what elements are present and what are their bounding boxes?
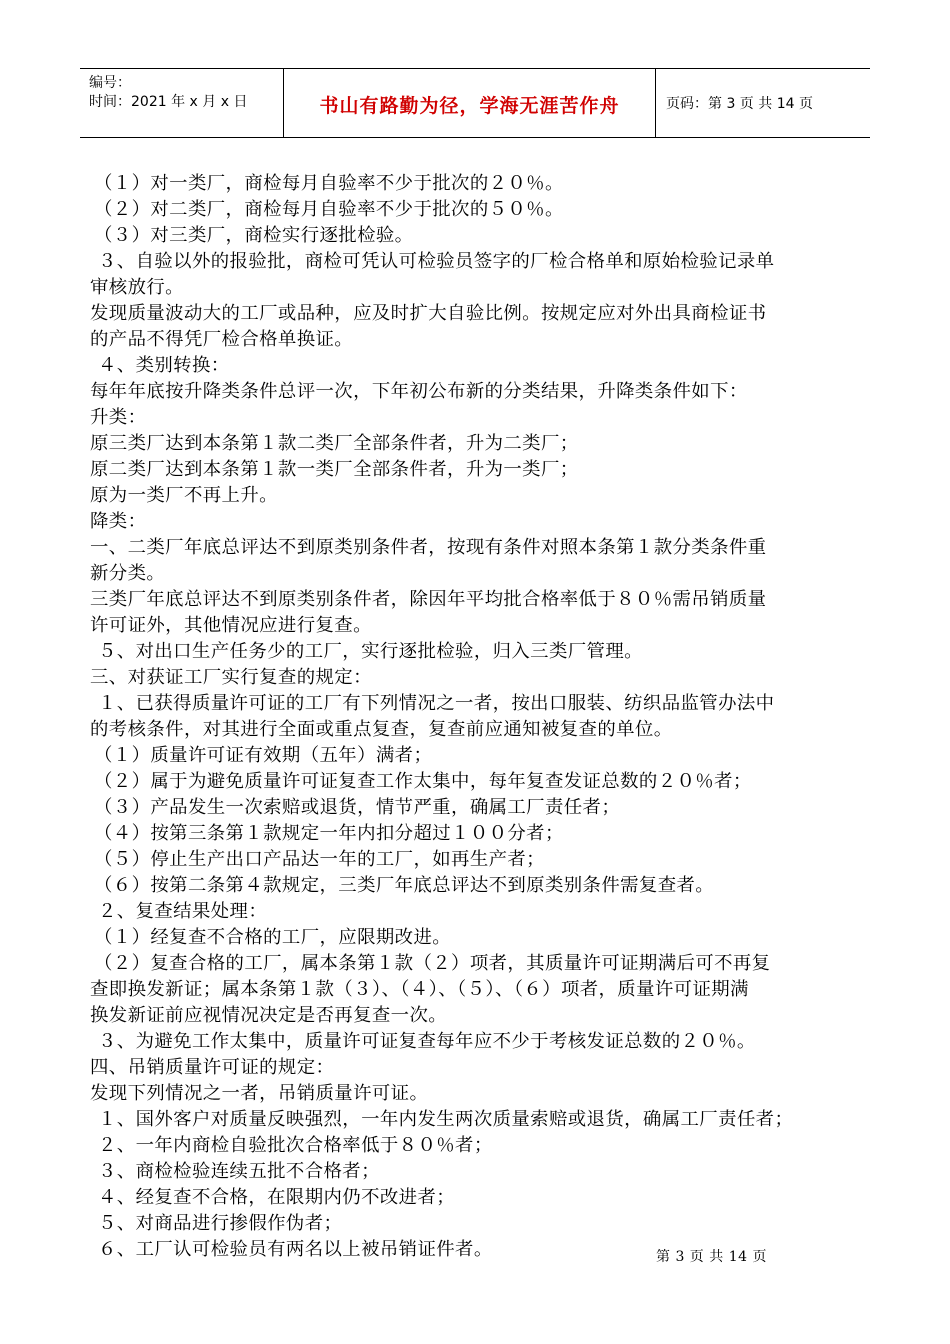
text-line: （２）属于为避免质量许可证复查工作太集中，每年复查发证总数的２０％者； — [94, 771, 752, 792]
text-line: １、国外客户对质量反映强烈，一年内发生两次质量索赔或退货，确属工厂责任者； — [98, 1109, 794, 1130]
text-line: （１）经复查不合格的工厂，应限期改进。 — [94, 927, 452, 948]
text-line: 原为一类厂不再上升。 — [90, 485, 278, 506]
text-line: （２）对二类厂，商检每月自验率不少于批次的５０％。 — [94, 199, 564, 220]
text-line: 换发新证前应视情况决定是否再复查一次。 — [90, 1005, 448, 1026]
text-line: ２、一年内商检自验批次合格率低于８０％者； — [98, 1135, 493, 1156]
text-line: ６、工厂认可检验员有两名以上被吊销证件者。 — [98, 1239, 493, 1260]
text-line: ３、自验以外的报验批，商检可凭认可检验员签字的厂检合格单和原始检验记录单 — [98, 251, 775, 272]
text-line: （６）按第二条第４款规定，三类厂年底总评达不到原类别条件需复查者。 — [94, 875, 715, 896]
text-line: ４、经复查不合格，在限期内仍不改进者； — [98, 1187, 456, 1208]
text-line: 查即换发新证；属本条第１款（３）、（４）、（５）、（６）项者，质量许可证期满 — [90, 979, 749, 1000]
text-line: （２）复查合格的工厂，属本条第１款（２）项者，其质量许可证期满后可不再复 — [94, 953, 771, 974]
header-page-info: 页码：第 3 页 共 14 页 — [666, 96, 813, 112]
text-line: 原三类厂达到本条第１款二类厂全部条件者，升为二类厂； — [90, 433, 579, 454]
text-line: 降类： — [90, 511, 147, 532]
header-table — [80, 68, 870, 138]
text-line: 发现质量波动大的工厂或品种，应及时扩大自验比例。按规定应对外出具商检证书 — [90, 303, 767, 324]
text-line: （３）对三类厂，商检实行逐批检验。 — [94, 225, 414, 246]
text-line: 的考核条件，对其进行全面或重点复查，复查前应通知被复查的单位。 — [90, 719, 673, 740]
text-line: 四、吊销质量许可证的规定： — [90, 1057, 335, 1078]
text-line: ３、商检检验连续五批不合格者； — [98, 1161, 380, 1182]
text-line: 发现下列情况之一者，吊销质量许可证。 — [90, 1083, 429, 1104]
header-motto: 书山有路勤为径，学海无涯苦作舟 — [319, 95, 620, 117]
text-line: ５、对出口生产任务少的工厂，实行逐批检验，归入三类厂管理。 — [98, 641, 643, 662]
text-line: ５、对商品进行掺假作伪者； — [98, 1213, 343, 1234]
text-line: 三、对获证工厂实行复查的规定： — [90, 667, 372, 688]
document-number-label: 编号： — [89, 75, 131, 91]
document-date-label: 时间：2021 年 x 月 x 日 — [89, 94, 248, 110]
text-line: 一、二类厂年底总评达不到原类别条件者，按现有条件对照本条第１款分类条件重 — [90, 537, 767, 558]
text-line: 的产品不得凭厂检合格单换证。 — [90, 329, 354, 350]
text-line: 每年年底按升降类条件总评一次，下年初公布新的分类结果，升降类条件如下： — [90, 381, 748, 402]
text-line: ２、复查结果处理： — [98, 901, 268, 922]
text-line: （５）停止生产出口产品达一年的工厂，如再生产者； — [94, 849, 545, 870]
header-right-cell — [656, 69, 870, 137]
text-line: 审核放行。 — [90, 277, 184, 298]
text-line: （３）产品发生一次索赔或退货，情节严重，确属工厂责任者； — [94, 797, 621, 818]
text-line: 许可证外，其他情况应进行复查。 — [90, 615, 372, 636]
text-line: ４、类别转换： — [98, 355, 230, 376]
text-line: （１）对一类厂，商检每月自验率不少于批次的２０％。 — [94, 173, 564, 194]
text-line: （４）按第三条第１款规定一年内扣分超过１００分者； — [94, 823, 564, 844]
text-line: １、已获得质量许可证的工厂有下列情况之一者，按出口服装、纺织品监管办法中 — [98, 693, 775, 714]
text-line: 升类： — [90, 407, 147, 428]
text-line: （１）质量许可证有效期（五年）满者； — [94, 745, 433, 766]
page-footer: 第 3 页 共 14 页 — [656, 1249, 767, 1265]
header-middle-cell — [284, 69, 656, 137]
text-line: ３、为避免工作太集中，质量许可证复查每年应不少于考核发证总数的２０％。 — [98, 1031, 756, 1052]
text-line: 新分类。 — [90, 563, 166, 584]
document-body — [90, 171, 906, 1263]
text-line: 原二类厂达到本条第１款一类厂全部条件者，升为一类厂； — [90, 459, 579, 480]
text-line: 三类厂年底总评达不到原类别条件者，除因年平均批合格率低于８０％需吊销质量 — [90, 589, 767, 610]
header-left-cell — [80, 69, 284, 137]
